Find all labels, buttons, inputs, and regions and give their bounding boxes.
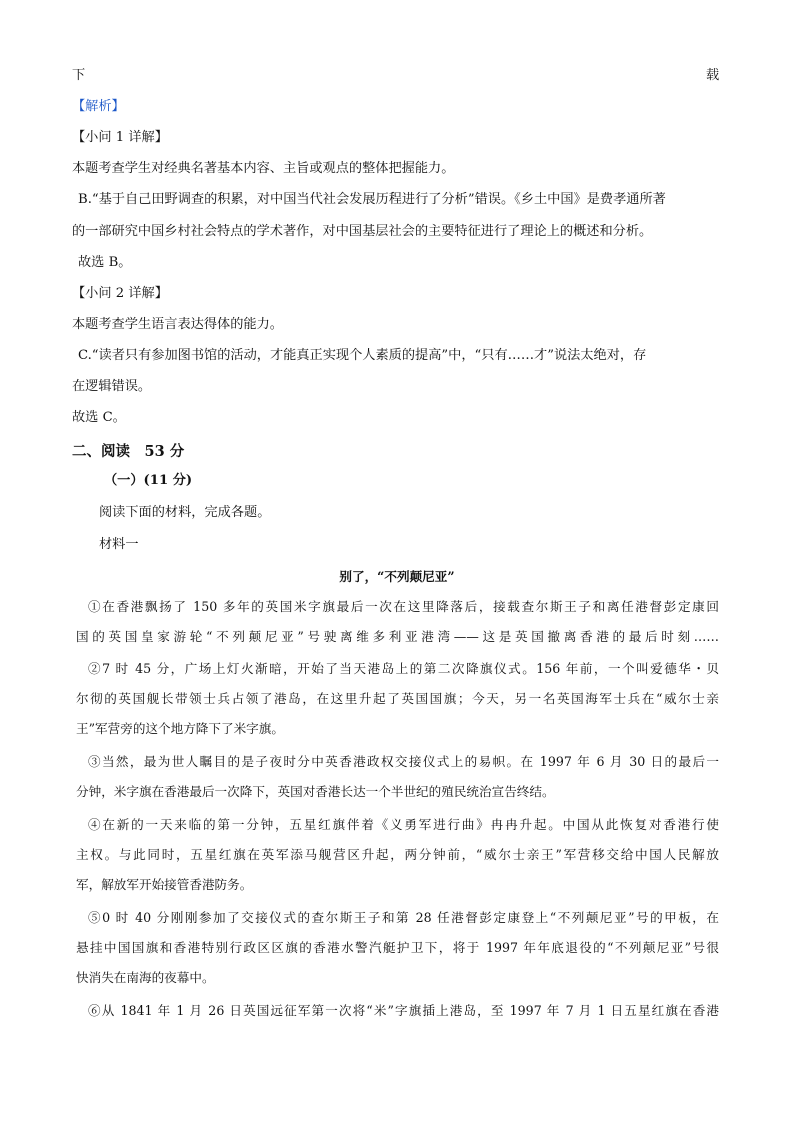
paragraph-line: 快消失在南海的夜幕中。 [76, 970, 215, 985]
article-title: 别了，“不列颠尼亚” [339, 569, 455, 584]
sub-heading: （一）(11 分) [104, 473, 193, 488]
article-paragraph [76, 815, 719, 895]
q2-answer: 故选 C。 [72, 410, 126, 425]
paragraph-line: 主权。与此同时，五星红旗在英军添马舰营区升起，两分钟前，“威尔士亲王”军营移交给中国人民解放 [76, 847, 719, 862]
article-paragraph [76, 752, 719, 802]
paragraph-line: 悬挂中国国旗和香港特别行政区区旗的香港水警汽艇护卫下，将于 1997 年年底退役的“不列颠尼亚”号很 [76, 940, 719, 955]
header-right-char: 载 [706, 68, 720, 83]
article-paragraph [76, 659, 719, 739]
paragraph-line: 军，解放军开始接管香港防务。 [76, 877, 253, 892]
q2-intro: 本题考查学生语言表达得体的能力。 [72, 317, 283, 332]
q1-label: 【小问 1 详解】 [72, 130, 168, 145]
paragraph-line: 王”军营旁的这个地方降下了米字旗。 [76, 721, 284, 736]
paragraph-line: ②7 时 45 分，广场上灯火渐暗，开始了当天港岛上的第二次降旗仪式。156 年前，一个叫爱德华・贝 [88, 661, 719, 676]
analysis-label: 【解析】 [72, 99, 125, 114]
article-paragraph [76, 597, 719, 647]
paragraph-line: ④在新的一天来临的第一分钟，五星红旗伴着《义勇军进行曲》冉冉升起。中国从此恢复对香港行使 [88, 817, 719, 832]
q2-label: 【小问 2 详解】 [72, 286, 168, 301]
paragraph-line: 尔彻的英国舰长带领士兵占领了港岛，在这里升起了英国国旗；今天，另一名英国海军士兵在“威尔士亲 [76, 691, 719, 706]
paragraph-line: ⑥从 1841 年 1 月 26 日英国远征军第一次将“米”字旗插上港岛，至 1997 年 7 月 1 日五星红旗在香港 [88, 1003, 719, 1018]
article-paragraph [76, 1001, 719, 1021]
instruction: 阅读下面的材料，完成各题。 [99, 505, 271, 520]
article-paragraph [76, 908, 719, 988]
q2-option-c-line2: 在逻辑错误。 [72, 379, 152, 394]
q1-intro: 本题考查学生对经典名著基本内容、主旨或观点的整体把握能力。 [72, 161, 455, 176]
paragraph-line: ⑤0 时 40 分刚刚参加了交接仪式的查尔斯王子和第 28 任港督彭定康登上“不列颠尼亚”号的甲板，在 [88, 910, 719, 925]
paragraph-line: 国的英国皇家游轮“不列颠尼亚”号驶离维多利亚港湾——这是英国撤离香港的最后时刻…… [76, 629, 719, 644]
paragraph-line: 分钟，米字旗在香港最后一次降下，英国对香港长达一个半世纪的殖民统治宣告终结。 [76, 784, 555, 799]
header-left-char: 下 [72, 68, 86, 83]
q1-option-b-line1: B.“基于自己田野调查的积累，对中国当代社会发展历程进行了分析”错误。《乡土中国》是费孝通所著 [78, 192, 666, 207]
material-label: 材料一 [99, 537, 139, 552]
section-heading: 二、阅读 53 分 [72, 443, 185, 460]
q1-option-b-line2: 的一部研究中国乡村社会特点的学术著作，对中国基层社会的主要特征进行了理论上的概述和分析。 [72, 224, 653, 239]
paragraph-line: ③当然，最为世人瞩目的是子夜时分中英香港政权交接仪式上的易帜。在 1997 年 6 月 30 日的最后一 [88, 754, 719, 769]
q2-option-c-line1: C.“读者只有参加图书馆的活动，才能真正实现个人素质的提高”中，“只有……才”说法太绝对，存 [78, 348, 647, 363]
q1-answer: 故选 B。 [78, 255, 132, 270]
paragraph-line: ①在香港飘扬了 150 多年的英国米字旗最后一次在这里降落后，接载查尔斯王子和离任港督彭定康回 [88, 599, 719, 614]
